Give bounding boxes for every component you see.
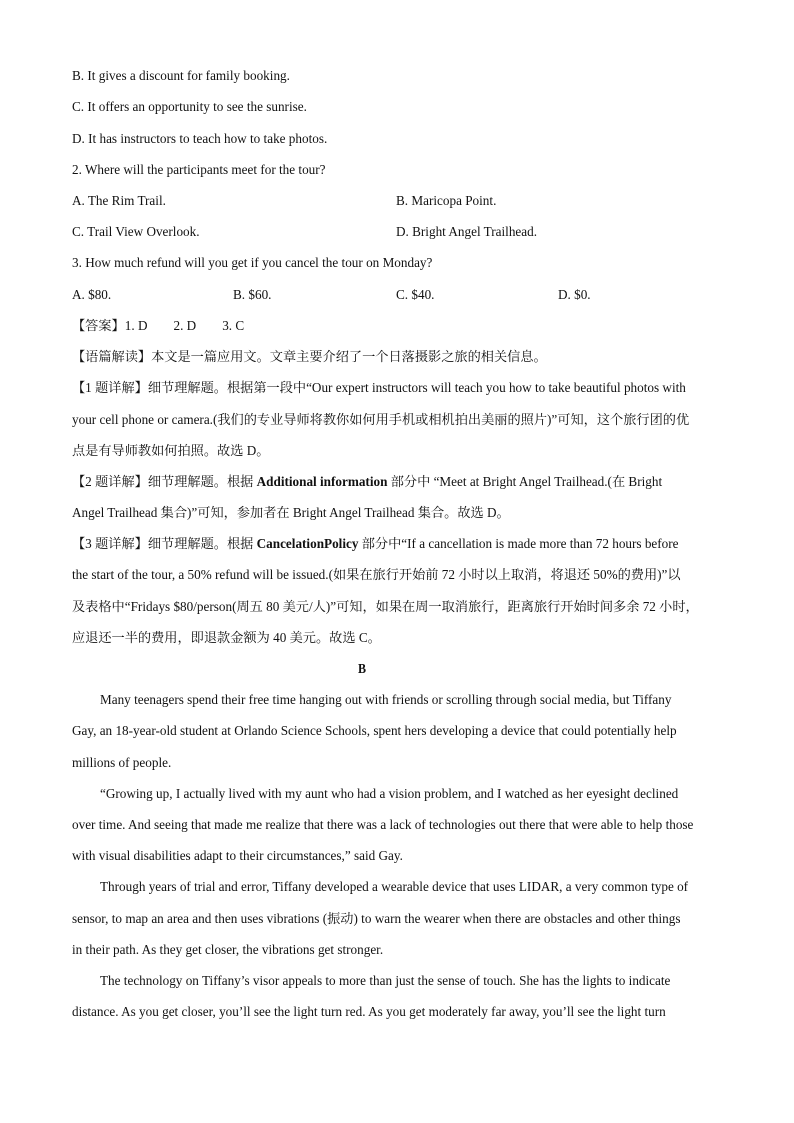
analysis-text: 本文是一篇应用文。文章主要介绍了一个日落摄影之旅的相关信息。 bbox=[151, 349, 547, 364]
section-heading: B bbox=[357, 661, 366, 676]
q1-option-b: B. It gives a discount for family booking. bbox=[72, 68, 290, 83]
explain3-line1 bbox=[72, 536, 722, 552]
explain2-line1 bbox=[72, 474, 722, 490]
explain1-line3: 点是有导师教如何拍照。故选 D。 bbox=[72, 443, 270, 458]
q3-option-a: A. $80. bbox=[72, 287, 112, 302]
explain3-line3: 及表格中“Fridays $80/person(周五 80 美元/人)”可知，如果在周一取消旅行，距离旅行开始时间多余 72 小时， bbox=[72, 599, 699, 614]
analysis-line bbox=[72, 349, 722, 365]
passage-p3-line3: in their path. As they get closer, the vibrations get stronger. bbox=[72, 942, 384, 957]
answer-label: 【答案】 bbox=[72, 318, 125, 333]
q3-stem: 3. How much refund will you get if you cancel the tour on Monday? bbox=[72, 255, 433, 270]
explain3-line2: the start of the tour, a 50% refund will be issued.(如果在旅行开始前 72 小时以上取消，将退还 50%的费用)”以 bbox=[72, 567, 681, 582]
passage-p4-line1: The technology on Tiffany’s visor appeals to more than just the sense of touch. She has the lights to indicate bbox=[100, 973, 671, 988]
explain1-line1 bbox=[72, 380, 722, 396]
explain3-post: 部分中“If a cancellation is made more than 72 hours before bbox=[358, 536, 679, 551]
explain2-line2: Angel Trailhead 集合)”可知，参加者在 Bright Angel Trailhead 集合。故选 D。 bbox=[72, 505, 510, 520]
explain3-bold: CancelationPolicy bbox=[256, 536, 359, 551]
explain2-pre: 细节理解题。根据 bbox=[147, 474, 257, 489]
passage-p1-line3: millions of people. bbox=[72, 755, 172, 770]
explain3-line4: 应退还一半的费用，即退款金额为 40 美元。故选 C。 bbox=[72, 630, 381, 645]
passage-p1-line1: Many teenagers spend their free time hanging out with friends or scrolling through social media, but Tiffany bbox=[100, 692, 672, 707]
analysis-label: 【语篇解读】 bbox=[72, 349, 152, 364]
q2-option-b: B. Maricopa Point. bbox=[396, 193, 497, 208]
explain1-label: 【1 题详解】 bbox=[72, 380, 148, 395]
explain2-label: 【2 题详解】 bbox=[72, 474, 148, 489]
passage-p3-line1: Through years of trial and error, Tiffany developed a wearable device that uses LIDAR, a very common type of bbox=[100, 879, 689, 894]
q3-option-d: D. $0. bbox=[558, 287, 591, 302]
explain2-bold: Additional information bbox=[256, 474, 388, 489]
explain1-text1: 细节理解题。根据第一段中“Our expert instructors will teach you how to take beautiful photos with bbox=[147, 380, 686, 395]
q2-option-c: C. Trail View Overlook. bbox=[72, 224, 200, 239]
answer-1: 1. D bbox=[124, 318, 148, 333]
explain3-pre: 细节理解题。根据 bbox=[147, 536, 257, 551]
answer-2: 2. D bbox=[173, 318, 197, 333]
answer-3: 3. C bbox=[222, 318, 245, 333]
q3-option-c: C. $40. bbox=[396, 287, 435, 302]
q3-option-b: B. $60. bbox=[233, 287, 272, 302]
explain3-label: 【3 题详解】 bbox=[72, 536, 148, 551]
passage-p4-line2: distance. As you get closer, you’ll see the light turn red. As you get moderately far away, you’ll see the light turn bbox=[72, 1004, 666, 1019]
passage-p1-line2: Gay, an 18-year-old student at Orlando Science Schools, spent hers developing a device that could potentially help bbox=[72, 723, 677, 738]
explain2-post: 部分中 “Meet at Bright Angel Trailhead.(在 Bright bbox=[387, 474, 663, 489]
passage-p2-line1: “Growing up, I actually lived with my aunt who had a vision problem, and I watched as her eyesight declined bbox=[100, 786, 679, 801]
q2-option-a: A. The Rim Trail. bbox=[72, 193, 166, 208]
passage-p2-line2: over time. And seeing that made me realize that there was a lack of technologies out there that were able to help those bbox=[72, 817, 694, 832]
explain1-line2: your cell phone or camera.(我们的专业导师将教你如何用手机或相机拍出美丽的照片)”可知，这个旅行团的优 bbox=[72, 412, 690, 427]
q2-stem: 2. Where will the participants meet for the tour? bbox=[72, 162, 326, 177]
q1-option-c: C. It offers an opportunity to see the sunrise. bbox=[72, 99, 307, 114]
answer-line bbox=[72, 318, 722, 334]
q2-option-d: D. Bright Angel Trailhead. bbox=[396, 224, 538, 239]
passage-p3-line2: sensor, to map an area and then uses vibrations (振动) to warn the wearer when there are obstacles and other things bbox=[72, 911, 681, 926]
passage-p2-line3: with visual disabilities adapt to their circumstances,” said Gay. bbox=[72, 848, 403, 863]
q1-option-d: D. It has instructors to teach how to take photos. bbox=[72, 131, 328, 146]
